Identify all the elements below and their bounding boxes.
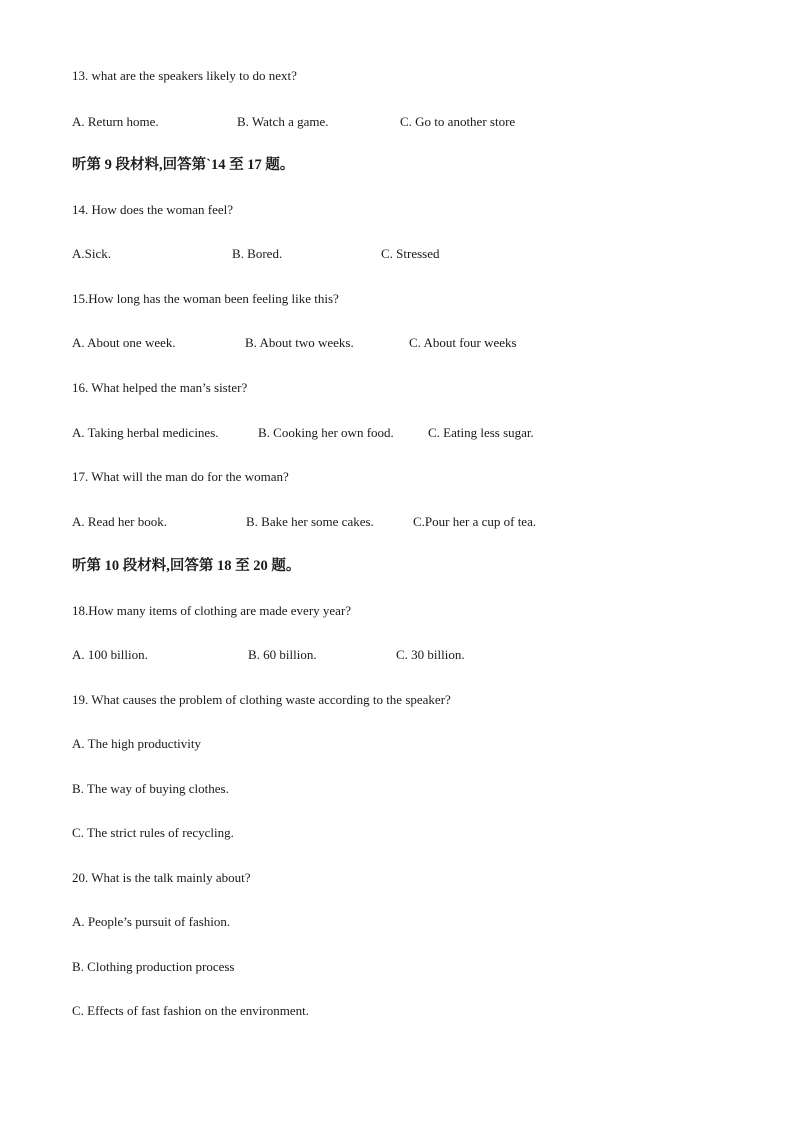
q13-option-a: A. Return home. (72, 114, 159, 129)
q13-option-c: C. Go to another store (400, 114, 516, 129)
q18-option-c: C. 30 billion. (396, 647, 465, 662)
section-9-heading: 听第 9 段材料,回答第`14 至 17 题。 (72, 157, 295, 173)
q18-option-b: B. 60 billion. (248, 647, 317, 662)
q17-option-b: B. Bake her some cakes. (246, 514, 374, 529)
q16-option-c: C. Eating less sugar. (428, 425, 534, 440)
q13-option-b: B. Watch a game. (237, 114, 329, 129)
q16-option-b: B. Cooking her own food. (258, 425, 394, 440)
q20-question: 20. What is the talk mainly about? (72, 870, 251, 885)
q19-question: 19. What causes the problem of clothing waste according to the speaker? (72, 692, 451, 707)
section-10-heading: 听第 10 段材料,回答第 18 至 20 题。 (72, 558, 301, 574)
q17-option-a: A. Read her book. (72, 514, 167, 529)
q15-option-b: B. About two weeks. (245, 335, 354, 350)
q18-question: 18.How many items of clothing are made every year? (72, 603, 352, 618)
q17-option-c: C.Pour her a cup of tea. (413, 514, 537, 529)
q14-option-c: C. Stressed (381, 246, 440, 261)
q14-question: 14. How does the woman feel? (72, 202, 234, 217)
q20-option-c: C. Effects of fast fashion on the environment. (72, 1003, 309, 1018)
q20-option-a: A. People’s pursuit of fashion. (72, 914, 231, 929)
q15-option-c: C. About four weeks (409, 335, 517, 350)
q14-option-b: B. Bored. (232, 246, 283, 261)
q14-option-a: A.Sick. (72, 246, 111, 261)
q20-option-b: B. Clothing production process (72, 959, 235, 974)
q16-question: 16. What helped the man’s sister? (72, 380, 248, 395)
q19-option-a: A. The high productivity (72, 736, 202, 751)
q17-question: 17. What will the man do for the woman? (72, 469, 289, 484)
q16-option-a: A. Taking herbal medicines. (72, 425, 219, 440)
q18-option-a: A. 100 billion. (72, 647, 148, 662)
q19-option-c: C. The strict rules of recycling. (72, 825, 234, 840)
q19-option-b: B. The way of buying clothes. (72, 781, 229, 796)
q15-option-a: A. About one week. (72, 335, 176, 350)
q15-question: 15.How long has the woman been feeling like this? (72, 291, 339, 306)
q13-question: 13. what are the speakers likely to do next? (72, 68, 297, 83)
